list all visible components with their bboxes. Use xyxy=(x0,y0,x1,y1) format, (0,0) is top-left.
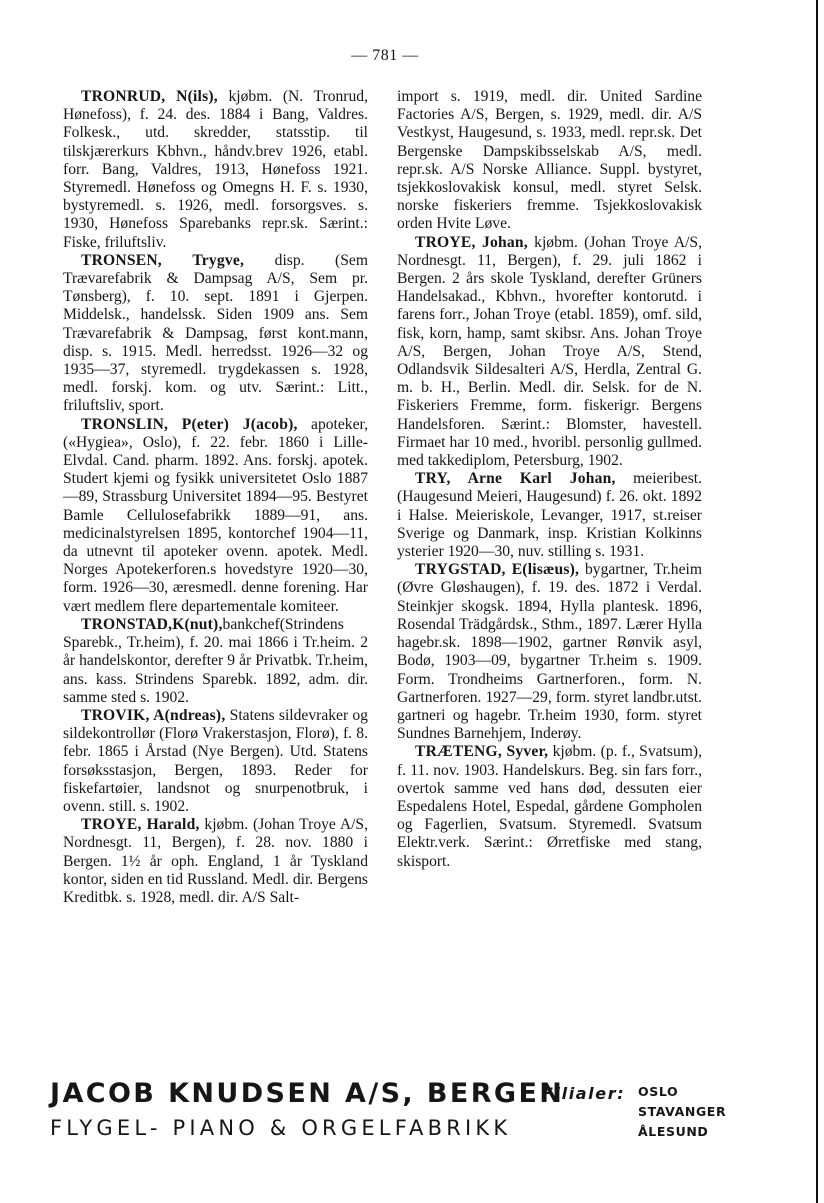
entry-text: import s. 1919, medl. dir. United Sardine Factories A/S, Bergen, s. 1929, medl. dir. A/S Vestkyst, Haugesund, s. 1933, medl. repr.sk. Det Bergenske Dampskibsselskab A/S, medl. repr.sk. A/S Norske Alliance. Suppl. bystyret, tsjekkoslovakisk konsul, medl. styret Selsk. norske fiskeriers fremme. Tsjekkoslovakisk orden Hvite Løve. xyxy=(397,88,702,233)
entry-name: TRYGSTAD, E(lisæus), xyxy=(415,561,580,579)
entry-name: TRÆTENG, Syver, xyxy=(415,743,549,761)
ad-branch: OSLO xyxy=(638,1084,679,1099)
ad-branch-list xyxy=(638,1082,726,1142)
ad-branch: ÅLESUND xyxy=(638,1124,709,1139)
entry-text: meieribest. (Haugesund Meieri, Haugesund) f. 26. okt. 1892 i Halse. Meieriskole, Levanger, 1917, st.reiser Sverige og Danmark, insp. Kristian Kolkinns ysterier 1920—30, nuv. stilling s. 1931. xyxy=(397,470,702,561)
entry-troye-johan xyxy=(397,234,702,471)
entry-name: TRONSTAD,K(nut), xyxy=(81,615,223,633)
entry-name: TRONSLIN, P(eter) J(acob), xyxy=(81,415,298,433)
entry-name: TRONRUD, N(ils), xyxy=(81,88,218,105)
entry-trygstad xyxy=(397,561,702,743)
ad-branch: STAVANGER xyxy=(638,1104,727,1119)
ad-company-name: JACOB KNUDSEN A/S, BERGEN xyxy=(50,1078,565,1109)
entry-text: kjøbm. (Johan Troye A/S, Nordnesgt. 11, Bergen), f. 28. nov. 1880 i Bergen. 1½ år oph. England, 1 år Tyskland kontor, siden en tid Russland. Medl. dir. Bergens Kreditbk. s. 1928, medl. dir. A/S Salt- xyxy=(63,816,368,906)
entry-text: apoteker, («Hygiea», Oslo), f. 22. febr. 1860 i Lille-Elvdal. Cand. pharm. 1892. Ans. forskj. apotek. Studert kjemi og fysikk universitetet Oslo 1887—89, Strassburg Universitet 1894—95. Bestyret Bamle Cellulosefabrikk 1889—91, ans. medicinalstyrelsen 1895, kontorchef 1904—11, da utnevnt til apoteker ovenn. apotek. Medl. Norges Apotekerforen.s hovedstyre 1920—30, form. 1926—30, æresmedl. denne forening. Har vært medlem flere departementale komiteer. xyxy=(63,415,368,615)
entry-text: bankchef(Strindens Sparebk., Tr.heim), f. 20. mai 1866 i Tr.heim. 2 år handelskontor, derefter 9 år Privatbk. Tr.heim, ans. kass. Strindens Sparebk. 1892, adm. dir. samme sted s. 1902. xyxy=(63,615,368,706)
entry-text: disp. (Sem Trævarefabrik & Dampsag A/S, Sem pr. Tønsberg), f. 10. sept. 1891 i Gjerpen. Middelsk., handelssk. Siden 1909 ans. Sem Trævarefabrik & Dampsag, først kont.mann, disp. s. 1915. Medl. herredsst. 1926—32 og 1935—37, styremedl. trygdekassen s. 1928, medl. forskj. kom. og utv. Særint.: Litt., friluftsliv, sport. xyxy=(63,251,368,415)
entry-text: kjøbm. (N. Tronrud, Hønefoss), f. 24. des. 1884 i Bang, Valdres. Folkesk., utd. skredder, statsstip. til tilskjærerkurs Kbhvn., håndv.brev 1926, etabl. forr. Bang, Valdres, 1913, Hønefoss 1921. Styremedl. Hønefoss og Omegns H. F. s. 1930, bystyremedl. s. 1926, medl. forsorgsves. s. 1930, Hønefoss Sparebanks repr.sk. Særint.: Fiske, friluftsliv. xyxy=(63,88,368,251)
page-edge-rule xyxy=(816,0,818,1203)
entry-tronsen xyxy=(63,252,368,416)
entry-name: TROVIK, A(ndreas), xyxy=(81,706,226,724)
ad-tagline: FLYGEL- PIANO & ORGELFABRIKK xyxy=(50,1116,512,1140)
entry-text: kjøbm. (p. f., Svatsum), f. 11. nov. 1903. Handelskurs. Beg. sin fars forr., overtok samme ved hans død, dessuten eier Espedalens Hotel, Espedal, gårdene Gompholen og Fagerlien, Svatsum. Styremedl. Svatsum Elektr.verk. Særint.: Ørretfiske med stang, skisport. xyxy=(397,743,702,870)
entry-text: kjøbm. (Johan Troye A/S, Nordnesgt. 11, Bergen), f. 29. juli 1862 i Bergen. 2 års skole Tyskland, derefter Grüners Handelsakad., Kbhvn., hvorefter kontorutd. i farens forr., Johan Troye (etabl. 1859), omf. sild, fisk, korn, hamp, samt skibsr. Ans. Johan Troye A/S, Bergen, Johan Troye A/S, Stend, Odlandsvik Sildesalteri A/S, Herdla, Zentral G. m. b. H., Berlin. Medl. dir. Selsk. for de N. Fiskeriers Fremme, form. fiskerigr. Bergens Handelsforen. Særint.: Blomster, havestell. Firmaet har 10 med., hvoribl. personlig gullmed. med takkediplom, Petersburg, 1902. xyxy=(397,233,702,470)
entry-name: TROYE, Johan, xyxy=(415,233,528,251)
entry-troye-harald xyxy=(63,816,368,907)
left-column xyxy=(63,88,368,907)
entry-name: TRONSEN, Trygve, xyxy=(81,251,245,269)
entry-trovik xyxy=(63,707,368,816)
advertisement xyxy=(50,1078,750,1158)
entry-tronslin xyxy=(63,416,368,616)
entry-continuation xyxy=(397,88,702,234)
entry-tronrud xyxy=(63,88,368,252)
page-number: — 781 — xyxy=(351,47,419,64)
entry-name: TRY, Arne Karl Johan, xyxy=(415,470,616,488)
entry-tronstad xyxy=(63,616,368,707)
ad-filialer-label: Filialer: xyxy=(542,1084,626,1103)
entry-try xyxy=(397,470,702,561)
entry-text: bygartner, Tr.heim (Øvre Gløshaugen), f. 19. des. 1872 i Verdal. Steinkjer skogsk. 1894, Hylla plantesk. 1896, Rosendal Trädgårdsk., Sthm., 1897. Lærer Hylla hagebr.sk. 1898—1902, gartner Rønvik asyl, Bodø, 1903—09, bygartner Tr.heim s. 1909. Form. Trondheims Gartnerforen., form. N. Gartnerforen. 1927—29, form. styret landbr.utst. gartneri og hagebr. Tr.heim 1930, form. styret Sundnes Barnehjem, Inderøy. xyxy=(397,561,702,743)
entry-text: Statens sildevraker og sildekontrollør (Florø Vrakerstasjon, Florø), f. 8. febr. 1865 i Årstad (Nye Bergen). Utd. Statens forsøksstasjon, Bergen, 1893. Reder for fiskefartøier, landsnot og snurpenotbruk, i ovenn. still. s. 1902. xyxy=(63,706,368,815)
entry-name: TROYE, Harald, xyxy=(81,816,200,834)
entry-traeteng xyxy=(397,743,702,870)
right-column xyxy=(397,88,702,871)
